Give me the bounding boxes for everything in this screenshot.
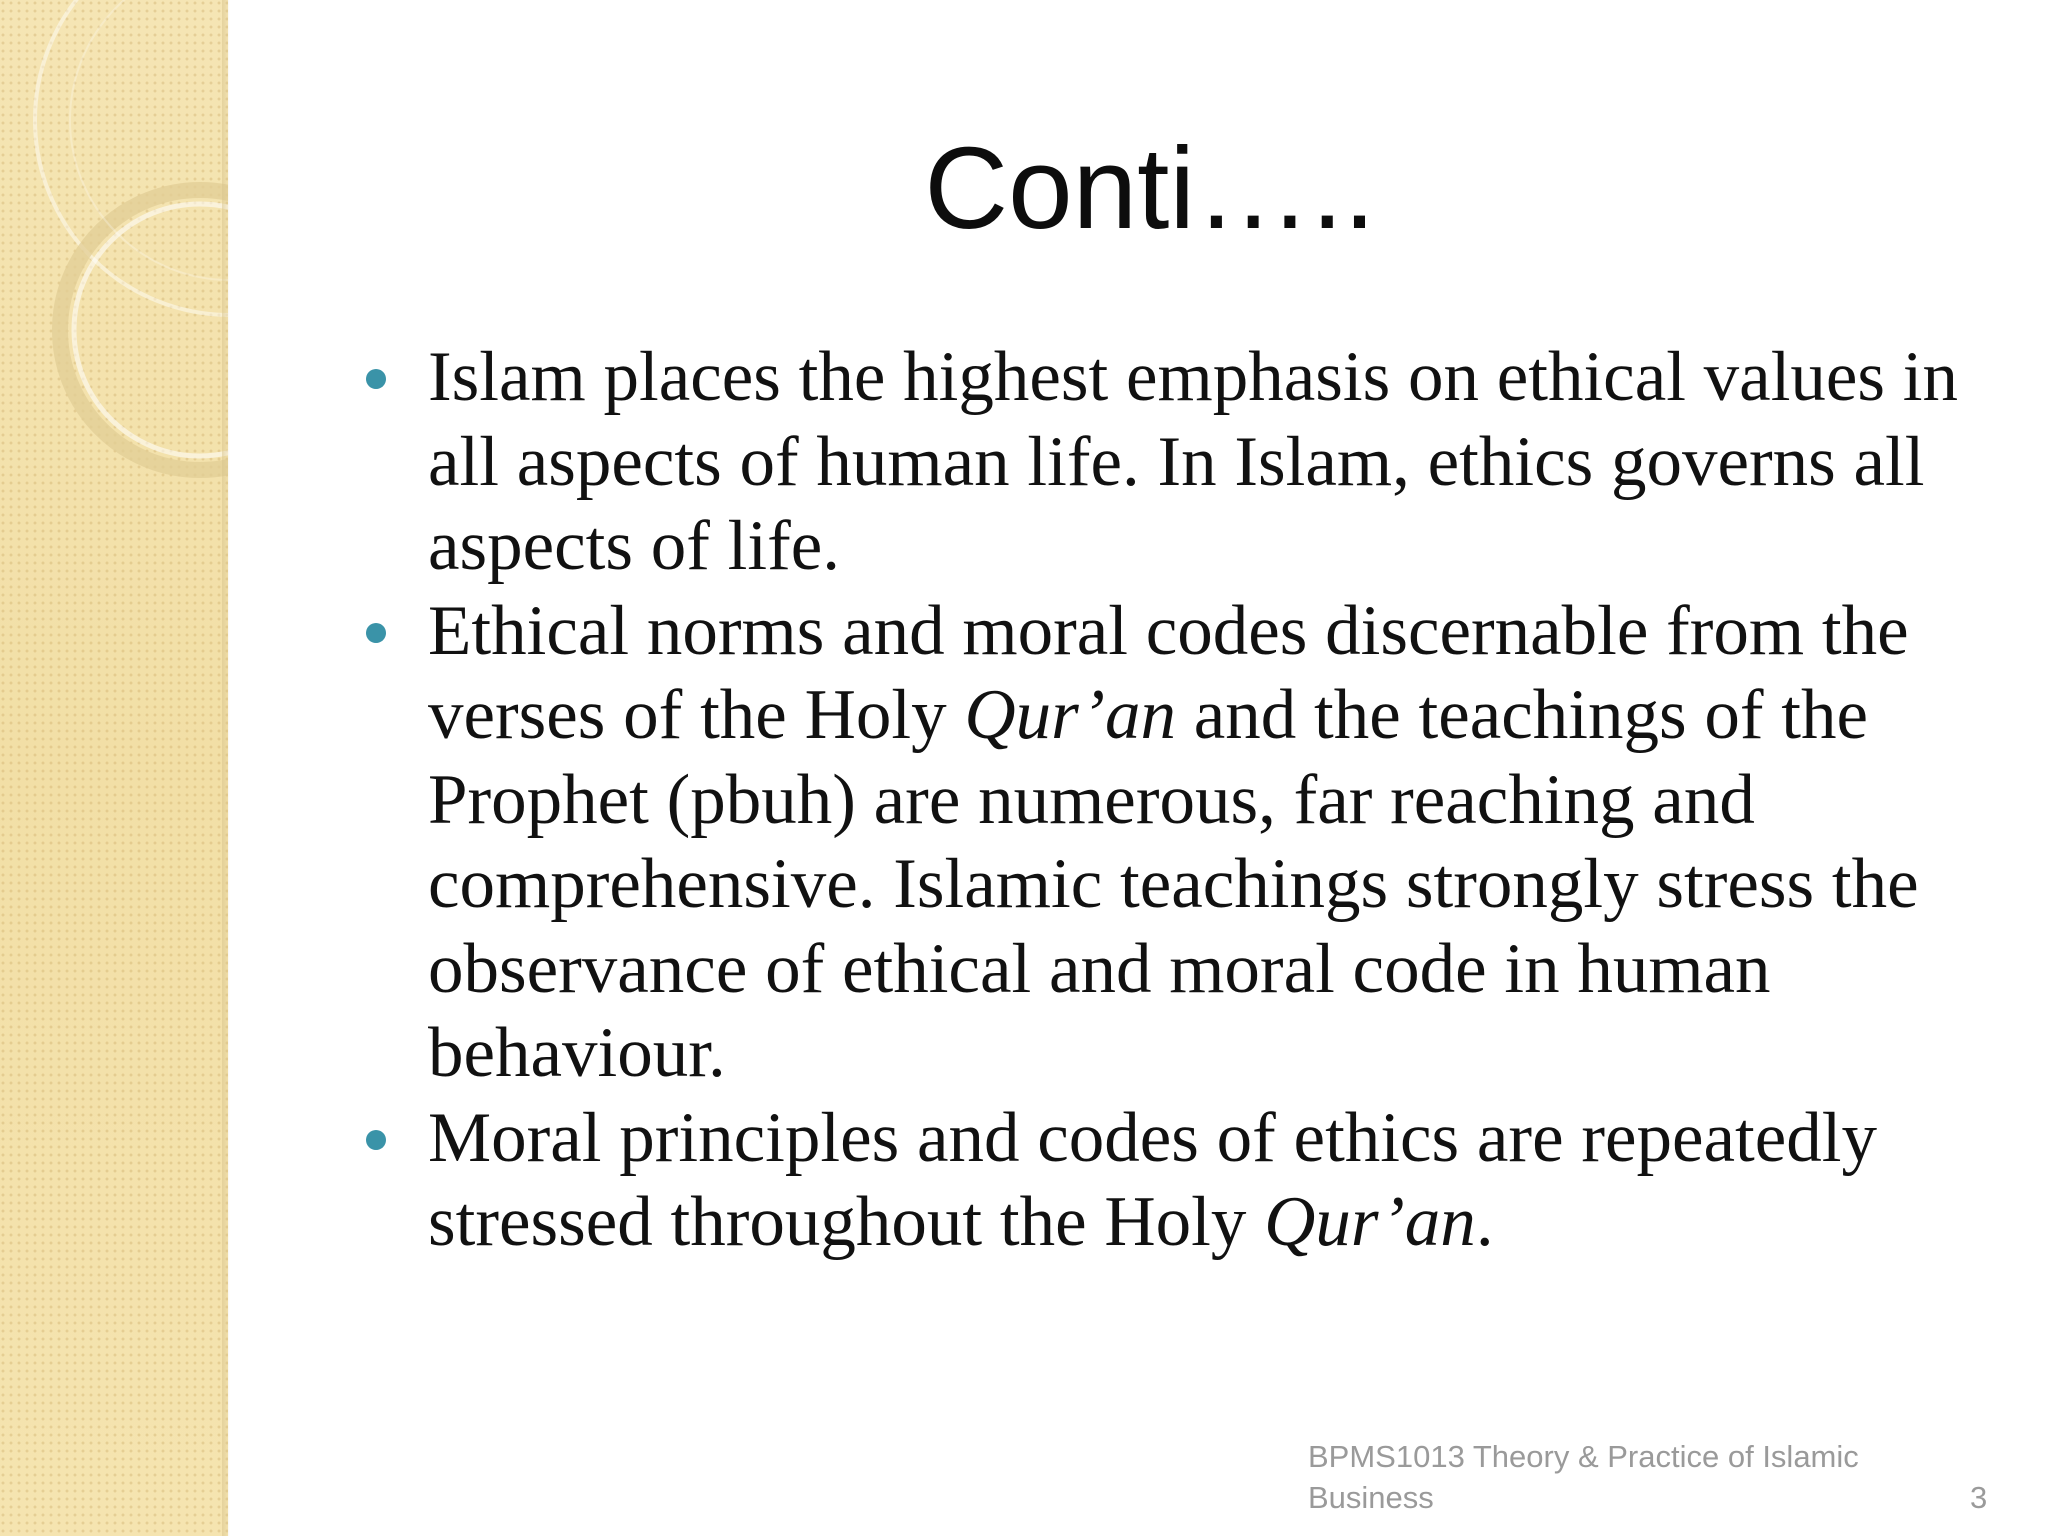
bullet-text-segment: Islam places the highest emphasis on ethical values in all aspects of human life. In Islam, ethics governs all aspects of life. — [428, 338, 1959, 585]
italic-term: Qur’an — [1264, 1183, 1476, 1261]
slide-title: Conti….. — [924, 123, 1376, 253]
bullet-text-segment: Ethical norms and moral codes discernable from the verses of the Holy — [428, 591, 1909, 754]
bullet-dot-icon — [366, 369, 386, 389]
decorative-side-panel — [0, 0, 228, 1536]
side-panel-edge — [222, 0, 230, 1536]
decorative-rings — [0, 0, 228, 1536]
bullet-dot-icon — [366, 1130, 386, 1150]
bullet-dot-icon — [366, 623, 386, 643]
bullet-item — [358, 589, 2008, 1096]
bullet-text — [428, 1099, 1877, 1262]
bullet-text — [428, 592, 1919, 1093]
bullet-text — [428, 338, 1958, 585]
bullet-text-segment: and the teachings of the Prophet (pbuh) are numerous, far reaching and comprehensive. Islamic teachings strongly stress the observance of ethical and moral code in human behaviour. — [428, 676, 1919, 1092]
bullet-list — [358, 335, 2008, 1265]
footer-course-title: BPMS1013 Theory & Practice of Islamic Business — [1308, 1439, 1859, 1515]
slide-page-number: 3 — [1970, 1480, 1988, 1515]
bullet-item — [358, 335, 2008, 589]
bullet-item — [358, 1096, 2008, 1265]
bullet-text-segment: Moral principles and codes of ethics are repeatedly stressed throughout the Holy — [428, 1098, 1877, 1261]
italic-term: Qur’an — [964, 676, 1177, 754]
bullet-text-segment: . — [1475, 1183, 1494, 1261]
